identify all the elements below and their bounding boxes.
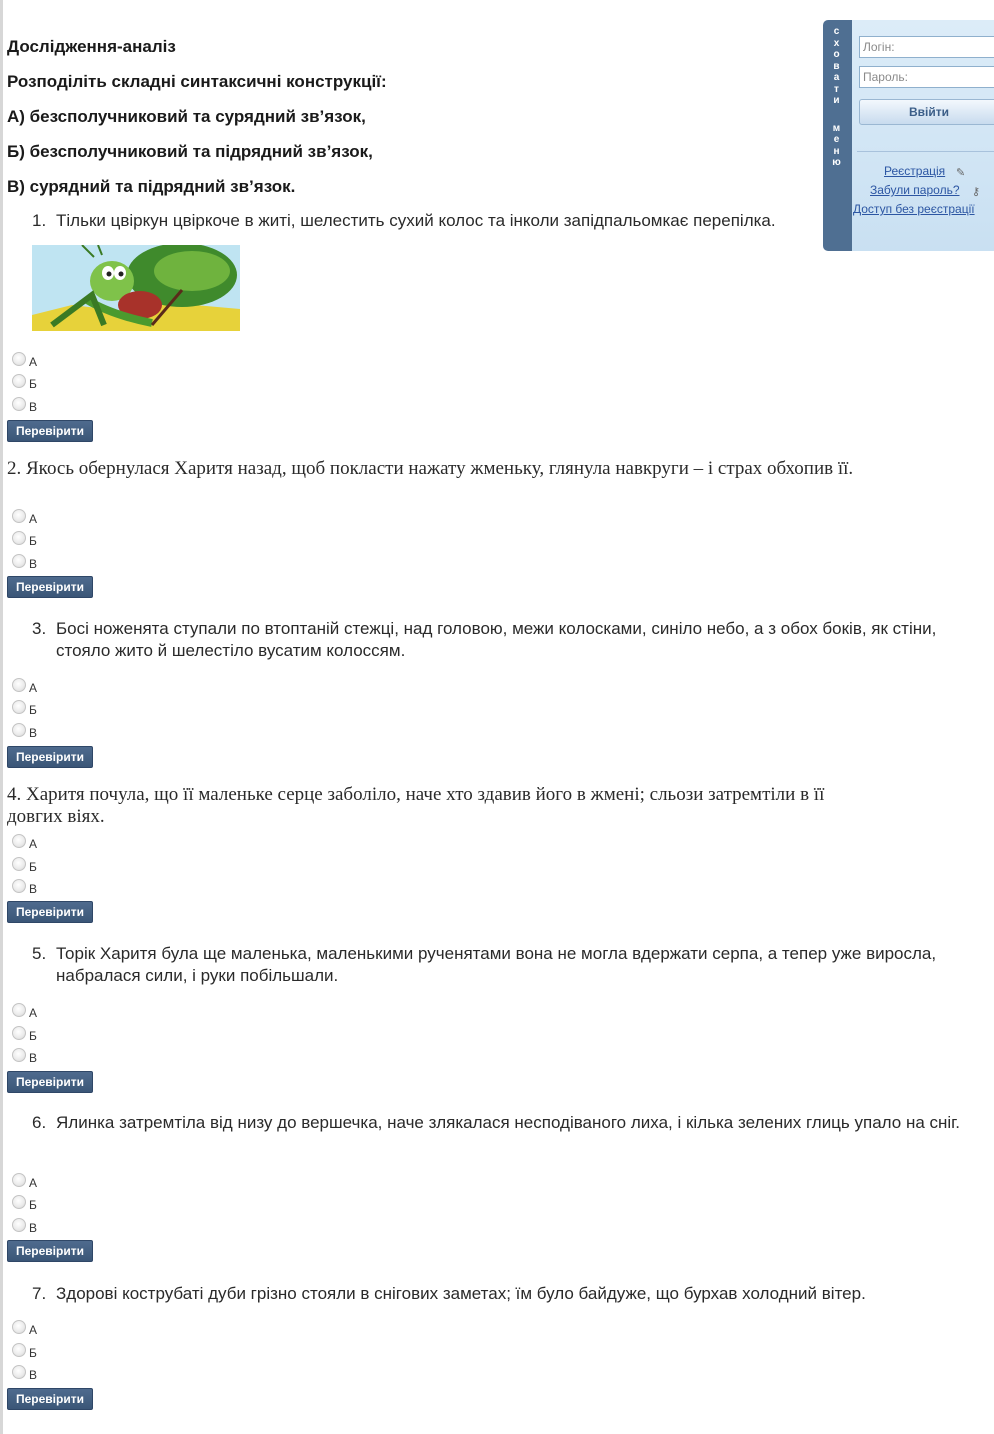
radio-button[interactable] [12, 723, 26, 737]
option-c-description: В) сурядний та підрядний зв’язок. [7, 177, 296, 196]
question-7 [32, 1283, 987, 1305]
option-b-description: Б) безсполучниковий та підрядний зв’язок, [7, 142, 373, 161]
question-6-check-button[interactable]: Перевірити [7, 1240, 93, 1262]
radio-button[interactable] [12, 1048, 26, 1062]
question-7-option-a[interactable]: А [12, 1317, 37, 1337]
question-1-number: 1. [32, 211, 47, 230]
radio-button[interactable] [12, 1365, 26, 1379]
question-1-option-c[interactable]: В [12, 394, 37, 414]
radio-button[interactable] [12, 509, 26, 523]
question-1-option-b[interactable]: Б [12, 371, 37, 391]
question-5-number: 5. [32, 944, 47, 963]
question-4-line-1 [7, 784, 982, 806]
question-5-text: Торік Харитя була ще маленька, маленькими рученятами вона не могла вдержати серпа, а тепер уже виросла, набралася сили, і руки побільшали. [56, 944, 937, 985]
radio-button[interactable] [12, 374, 26, 388]
question-4-number: 4. [7, 784, 22, 805]
radio-button[interactable] [12, 857, 26, 871]
question-5 [32, 943, 987, 987]
login-button[interactable]: Ввійти [859, 99, 994, 125]
radio-button[interactable] [12, 397, 26, 411]
question-7-option-b[interactable]: Б [12, 1340, 37, 1360]
question-5-option-a[interactable]: А [12, 1000, 37, 1020]
question-6-text: Ялинка затремтіла від низу до вершечка, наче злякалася несподіваного лиха, і кілька зелених глиць упало на сніг. [56, 1113, 961, 1132]
register-icon: ✎ [956, 167, 966, 179]
page-title: Дослідження-аналіз [7, 37, 176, 56]
question-7-text: Здорові кострубаті дуби грізно стояли в снігових заметах; їм було байдуже, що бурхав холодний вітер. [56, 1284, 866, 1303]
question-1-option-a[interactable]: А [12, 349, 37, 369]
login-panel [823, 20, 994, 251]
radio-button[interactable] [12, 678, 26, 692]
radio-button[interactable] [12, 1343, 26, 1357]
question-3-number: 3. [32, 619, 47, 638]
radio-button[interactable] [12, 352, 26, 366]
instruction: Розподіліть складні синтаксичні конструкції: [7, 72, 387, 91]
panel-divider [857, 151, 994, 152]
question-3 [32, 618, 987, 662]
question-3-check-button[interactable]: Перевірити [7, 746, 93, 768]
login-input[interactable]: Логін: [859, 36, 994, 58]
radio-button[interactable] [12, 1218, 26, 1232]
question-3-option-b[interactable]: Б [12, 697, 37, 717]
question-2 [7, 458, 982, 480]
question-5-check-button[interactable]: Перевірити [7, 1071, 93, 1093]
question-5-option-b[interactable]: Б [12, 1023, 37, 1043]
radio-button[interactable] [12, 1173, 26, 1187]
radio-button[interactable] [12, 834, 26, 848]
question-6-option-a[interactable]: А [12, 1170, 37, 1190]
register-link[interactable]: Реєстрація [884, 164, 946, 178]
question-3-option-a[interactable]: А [12, 675, 37, 695]
question-4-option-a[interactable]: А [12, 831, 37, 851]
question-2-number: 2. [7, 458, 22, 479]
option-a-description: А) безсполучниковий та сурядний зв’язок, [7, 107, 366, 126]
radio-button[interactable] [12, 554, 26, 568]
question-7-number: 7. [32, 1284, 47, 1303]
radio-button[interactable] [12, 700, 26, 714]
question-2-option-b[interactable]: Б [12, 528, 37, 548]
question-1-text: Тільки цвіркун цвіркоче в житі, шелестить сухий колос та інколи запідпальомкає перепілка. [56, 211, 776, 230]
question-7-check-button[interactable]: Перевірити [7, 1388, 93, 1410]
radio-button[interactable] [12, 531, 26, 545]
question-6-option-c[interactable]: В [12, 1215, 37, 1235]
question-1 [32, 210, 822, 232]
question-1-check-button[interactable]: Перевірити [7, 420, 93, 442]
question-6 [32, 1112, 987, 1134]
radio-button[interactable] [12, 1026, 26, 1040]
key-icon: ⚷ [972, 186, 981, 198]
login-form [852, 20, 994, 251]
question-7-option-c[interactable]: В [12, 1362, 37, 1382]
grasshopper-illustration [32, 245, 240, 331]
radio-button[interactable] [12, 1320, 26, 1334]
question-2-text: Якось обернулася Харитя назад, щоб покласти нажату жменьку, глянула навкруги – і страх обхопив її. [26, 458, 854, 479]
radio-button[interactable] [12, 1195, 26, 1209]
question-2-check-button[interactable]: Перевірити [7, 576, 93, 598]
question-4-option-c[interactable]: В [12, 876, 37, 896]
password-input[interactable]: Пароль: [859, 66, 994, 88]
left-border [0, 0, 3, 1434]
question-6-number: 6. [32, 1113, 47, 1132]
question-3-option-c[interactable]: В [12, 720, 37, 740]
hide-menu-tab[interactable]: с х о в а т и м е н ю [832, 26, 841, 168]
question-6-option-b[interactable]: Б [12, 1192, 37, 1212]
question-4-option-b[interactable]: Б [12, 854, 37, 874]
question-3-text: Босі ноженята ступали по втоптаній стежці, над головою, межи колосками, синіло небо, а з обох боків, як стіни, стояло жито й шелестіло вусатим колоссям. [56, 619, 937, 660]
guest-access-link[interactable]: Доступ без реєстрації [853, 202, 975, 216]
question-4-line-2: довгих віях. [7, 806, 105, 827]
question-4-text: Харитя почула, що її маленьке серце заболіло, наче хто здавив його в жмені; сльози затремтіли в її [26, 784, 825, 805]
question-4-check-button[interactable]: Перевірити [7, 901, 93, 923]
forgot-password-link[interactable]: Забули пароль? [870, 183, 960, 197]
question-5-option-c[interactable]: В [12, 1045, 37, 1065]
radio-button[interactable] [12, 1003, 26, 1017]
question-2-option-c[interactable]: В [12, 551, 37, 571]
radio-button[interactable] [12, 879, 26, 893]
question-4 [7, 784, 982, 828]
question-2-option-a[interactable]: А [12, 506, 37, 526]
